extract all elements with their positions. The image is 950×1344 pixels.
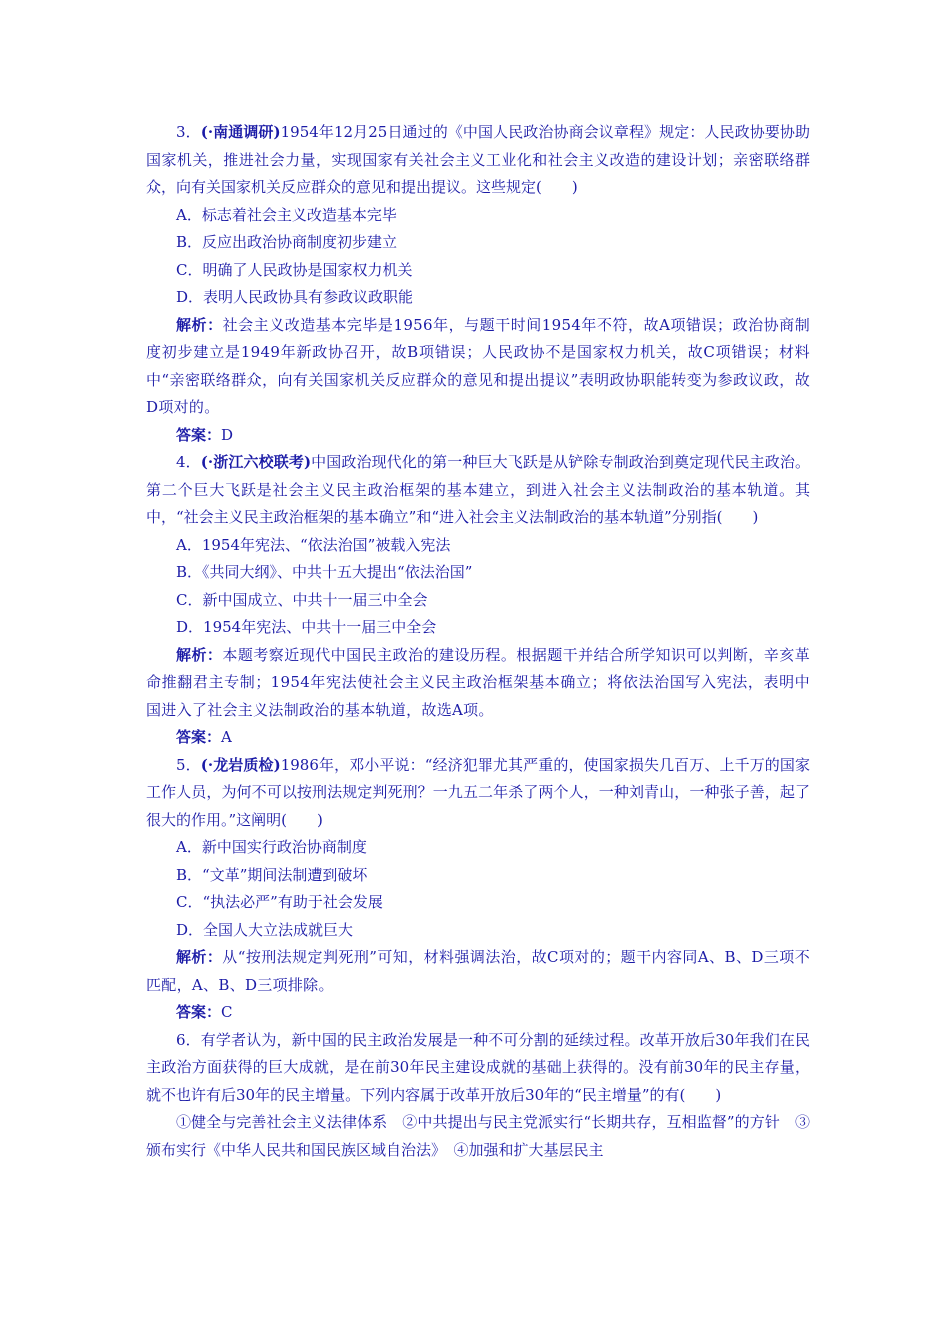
question-source: (·龙岩质检) — [200, 755, 281, 774]
question-number: 4． — [176, 453, 201, 471]
analysis-label: 解析： — [176, 645, 223, 664]
option-b: B．《共同大纲》、中共十五大提出“依法治国” — [176, 563, 473, 581]
answer-value: D — [221, 425, 234, 444]
option-c: C．“执法必严”有助于社会发展 — [176, 893, 383, 911]
question-3-analysis — [146, 312, 810, 422]
question-text: 1986年，邓小平说：“经济犯罪尤其严重的，使国家损失几百万、上千万的国家工作人员，为何不可以按刑法规定判死刑？一九五二年杀了两个人，一种刘青山，一种张子善，起了很大的作用。”这阐明( ) — [146, 755, 811, 829]
option-d: D．表明人民政协具有参政议政职能 — [176, 288, 414, 306]
option-a: A．标志着社会主义改造基本完毕 — [176, 205, 397, 224]
analysis-label: 解析： — [176, 315, 223, 334]
question-4-answer — [146, 724, 810, 752]
question-4-analysis — [146, 642, 810, 725]
analysis-text: 本题考察近现代中国民主政治的建设历程。根据题干并结合所学知识可以判断，辛亥革命推翻君主专制；1954年宪法使社会主义民主政治框架基本确立；将依法治国写入宪法，表明中国进入了社会主义法制政治的基本轨道，故选A项。 — [146, 645, 810, 719]
answer-label: 答案： — [176, 728, 222, 746]
option-c: C．新中国成立、中共十一届三中全会 — [176, 590, 428, 609]
question-5-stem — [146, 752, 810, 835]
question-number: 3． — [176, 123, 201, 141]
answer-label: 答案： — [176, 1003, 222, 1021]
question-3-stem — [146, 119, 810, 202]
answer-label: 答案： — [176, 425, 222, 444]
question-5-analysis — [146, 944, 810, 999]
analysis-label: 解析： — [176, 948, 223, 966]
option-d: D．1954年宪法、中共十一届三中全会 — [176, 618, 437, 636]
answer-value: A — [221, 728, 232, 746]
question-6-items: ①健全与完善社会主义法律体系 ②中共提出与民主党派实行“长期共存，互相监督”的方针 ③颁布实行《中华人民共和国民族区域自治法》 ④加强和扩大基层民主 — [146, 1113, 810, 1159]
option-c: C．明确了人民政协是国家权力机关 — [176, 260, 413, 279]
question-text: 中国政治现代化的第一种巨大飞跃是从铲除专制政治到奠定现代民主政治。第二个巨大飞跃是社会主义民主政治框架的基本建立，到进入社会主义法制政治的基本轨道。其中，“社会主义民主政治框架的基本确立”和“进入社会主义法制政治的基本轨道”分别指( ) — [146, 453, 811, 526]
question-source: (·浙江六校联考) — [200, 453, 312, 471]
option-b: B．反应出政治协商制度初步建立 — [176, 233, 398, 251]
question-4-stem — [146, 449, 810, 532]
question-3-answer — [146, 422, 810, 450]
question-5-answer — [146, 999, 810, 1027]
question-source: (·南通调研) — [200, 123, 281, 141]
document-page — [146, 119, 810, 1164]
option-a: A．新中国实行政治协商制度 — [176, 838, 367, 856]
question-number: 5． — [176, 755, 201, 774]
option-a: A．1954年宪法、“依法治国”被载入宪法 — [176, 535, 451, 554]
option-d: D．全国人大立法成就巨大 — [176, 920, 354, 939]
question-text: 1954年12月25日通过的《中国人民政治协商会议章程》规定：人民政协要协助国家机关，推进社会力量，实现国家有关社会主义工业化和社会主义改造的建设计划；亲密联络群众，向有关国家机关反应群众的意见和提出提议。这些规定( ) — [146, 123, 810, 196]
analysis-text: 社会主义改造基本完毕是1956年，与题干时间1954年不符，故A项错误；政治协商制度初步建立是1949年新政协召开，故B项错误；人民政协不是国家权力机关，故C项错误；材料中“亲密联络群众，向有关国家机关反应群众的意见和提出提议”表明政协职能转变为参政议政，故D项对的。 — [146, 315, 811, 416]
question-6-stem: 6．有学者认为，新中国的民主政治发展是一种不可分割的延续过程。改革开放后30年我们在民主政治方面获得的巨大成就，是在前30年民主建设成就的基础上获得的。没有前30年的民主存量，就不也许有后30年的民主增量。下列内容属于改革开放后30年的“民主增量”的有( ) — [146, 1030, 810, 1104]
analysis-text: 从“按刑法规定判死刑”可知，材料强调法治，故C项对的；题干内容同A、B、D三项不匹配，A、B、D三项排除。 — [146, 948, 811, 994]
answer-value: C — [221, 1003, 233, 1021]
option-b: B．“文革”期间法制遭到破坏 — [176, 865, 368, 884]
